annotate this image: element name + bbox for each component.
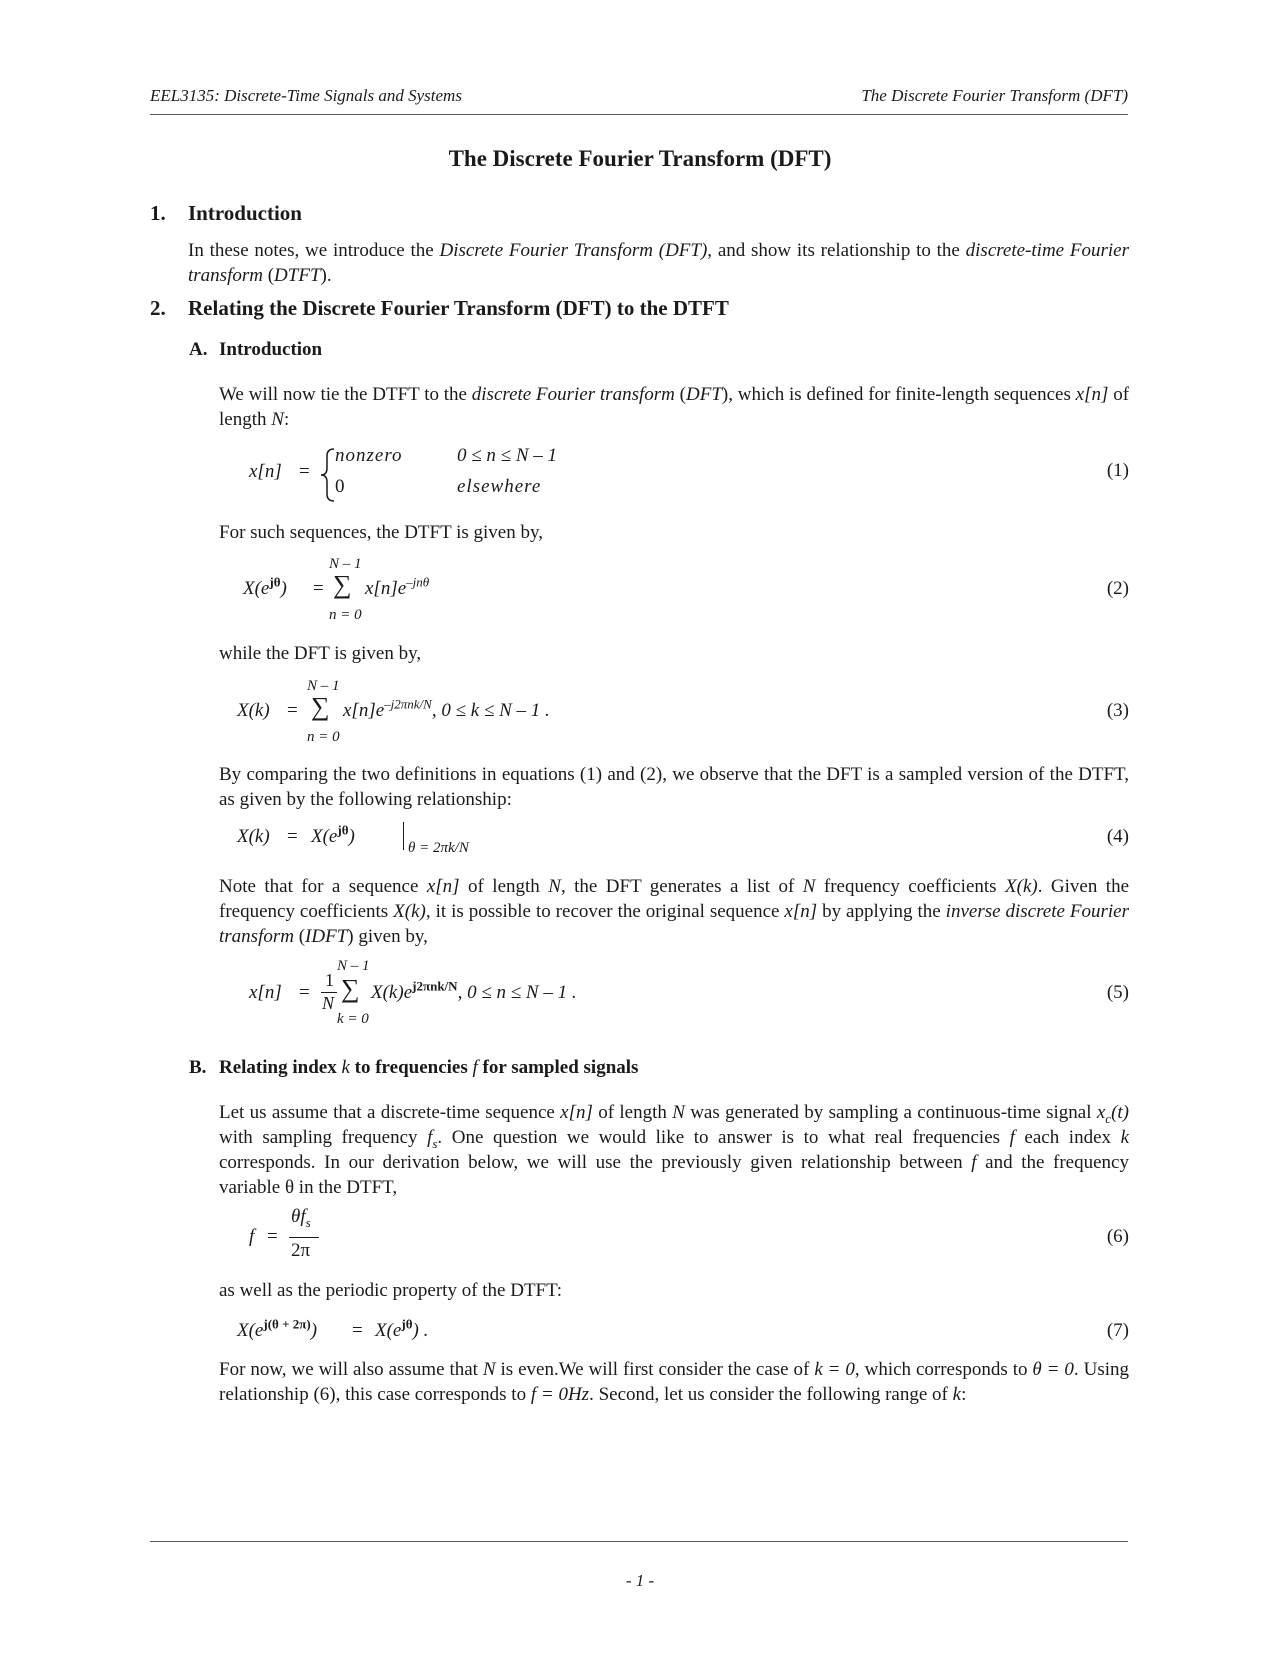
- subsection-b-heading: B. Relating index k to frequencies f for sampled signals: [189, 1057, 639, 1078]
- page-number: - 1 -: [625, 1571, 655, 1590]
- equation-1: x[n] = nonzero 0 ≤ n ≤ N – 1 0 elsewhere (1): [219, 446, 1129, 506]
- paragraph-a2: For such sequences, the DTFT is given by,: [219, 522, 544, 543]
- running-header-topic: The Discrete Fourier Transform (DFT): [861, 86, 1128, 105]
- paragraph-b1: Let us assume that a discrete-time sequence x[n] of length N was generated by sampling a continuous-time signal $x_c(t)$ with sampling frequency $f_s$. One question we would like to answer is to what real frequencies f each index k corresponds. In our derivation below, we will use the previously given relationship between f and the frequency variable θ in the DTFT,: [219, 1102, 1129, 1198]
- paragraph-b2: as well as the periodic property of the DTFT:: [219, 1280, 563, 1301]
- intro-paragraph: In these notes, we introduce the Discrete Fourier Transform (DFT), and show its relationship to the discrete-time Fourier transform (DTFT).: [188, 240, 1129, 286]
- section-1-heading: [150, 201, 302, 226]
- summation-icon: ∑: [333, 570, 352, 599]
- equation-7: $X(e^{j(\theta + 2\pi)})$ = $X(e^{j\theta})$ . (7): [237, 1316, 1129, 1341]
- equation-6-number: (6): [1106, 1226, 1129, 1247]
- paragraph-b3: For now, we will also assume that N is even.We will first consider the case of k = 0, which corresponds to θ = 0. Using relationship (6), this case corresponds to f = 0Hz. Second, let us consider the following range of k:: [219, 1359, 1129, 1405]
- paragraph-a5: Note that for a sequence x[n] of length N, the DFT generates a list of N frequency coefficients X(k). Given the frequency coefficients X(k), it is possible to recover the original sequence x[n] by applying the inverse discrete Fourier transform (IDFT) given by,: [219, 876, 1129, 947]
- equation-5: N – 1 x[n] = 1 N ∑ $X(k)e^{j2\pi nk/N}$, 0 ≤ n ≤ N – 1 . k = 0 (5): [249, 958, 1129, 1027]
- section-2-number: 2.: [150, 296, 166, 320]
- equation-7-number: (7): [1106, 1320, 1129, 1341]
- subsection-a-heading: A. Introduction: [189, 339, 323, 360]
- equation-3: N – 1 X(k) = ∑ $x[n]e^{-j2\pi nk/N}$, 0 ≤ k ≤ N – 1 . n = 0 (3): [237, 678, 1129, 745]
- equation-4-number: (4): [1106, 826, 1129, 847]
- section-2-title: Relating the Discrete Fourier Transform (DFT) to the DTFT: [188, 296, 729, 320]
- section-2-heading: [150, 296, 729, 321]
- paragraph-a3: while the DFT is given by,: [219, 643, 422, 664]
- equation-6: f = $\theta f_s$ 2π (6): [249, 1206, 1129, 1261]
- paragraph-a1: We will now tie the DTFT to the discrete Fourier transform (DFT), which is defined for finite-length sequences x[n] of length N:: [219, 384, 1130, 430]
- section-1-number: 1.: [150, 201, 166, 225]
- summation-icon: ∑: [341, 974, 360, 1003]
- equation-5-number: (5): [1106, 982, 1129, 1003]
- running-header-course: EEL3135: Discrete-Time Signals and Systems: [150, 86, 462, 105]
- equation-2-number: (2): [1106, 578, 1129, 599]
- paragraph-a4: By comparing the two definitions in equations (1) and (2), we observe that the DFT is a sampled version of the DTFT, as given by the following relationship:: [219, 764, 1129, 810]
- header-rule: [150, 114, 1128, 115]
- equation-1-number: (1): [1106, 460, 1129, 481]
- page-title: The Discrete Fourier Transform (DFT): [448, 146, 832, 171]
- evaluation-bar: [403, 822, 404, 850]
- footer-rule: [150, 1541, 1128, 1542]
- fraction-bar: [289, 1237, 319, 1238]
- equation-3-number: (3): [1106, 700, 1129, 721]
- summation-icon: ∑: [311, 692, 330, 721]
- section-1-title: Introduction: [188, 201, 302, 225]
- equation-2: N – 1 $X(e^{j\theta})$ = ∑ $x[n]e^{-jn\theta}$ n = 0 (2): [243, 556, 1129, 623]
- equation-4: X(k) = $X(e^{j\theta})$ θ = 2πk/N (4): [237, 822, 1129, 856]
